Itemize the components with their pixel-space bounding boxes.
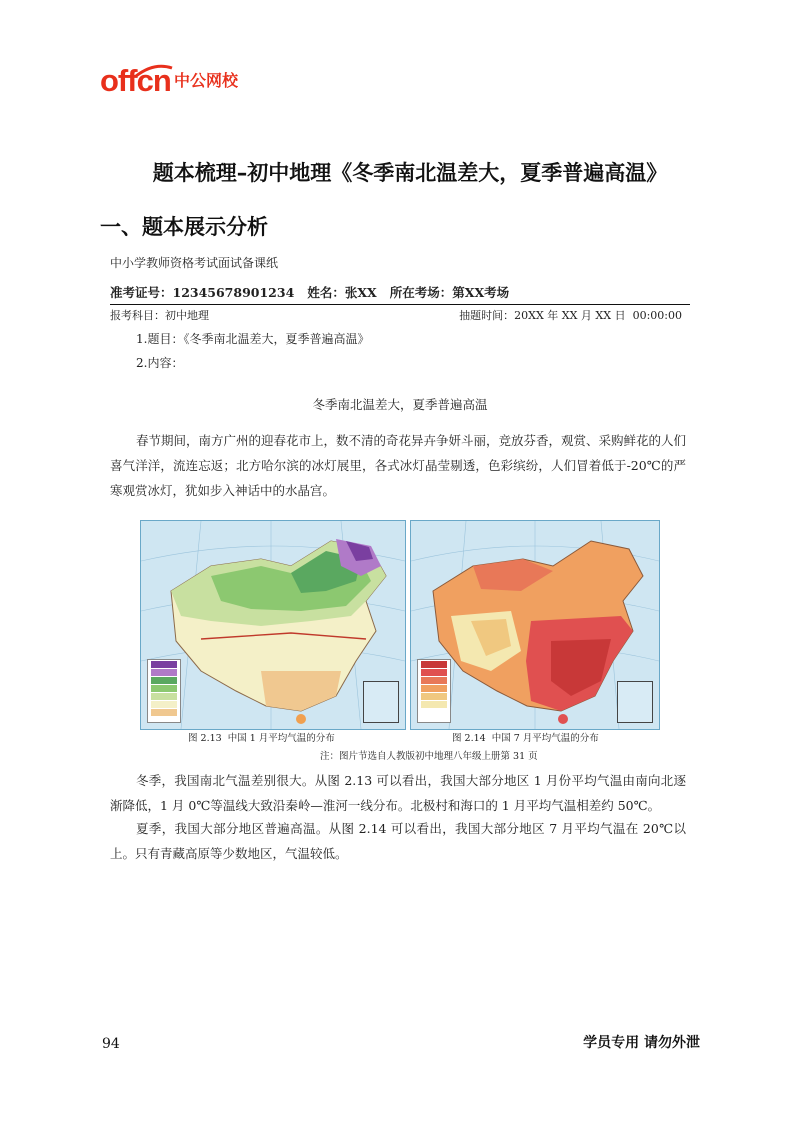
legend-swatch [421,701,447,708]
exam-header: 中小学教师资格考试面试备课纸 [110,256,279,270]
paragraph-intro: 春节期间，南方广州的迎春花市上，数不清的奇花异卉争妍斗丽，竞放芬香，观赏、采购鲜花的人们喜气洋洋，流连忘返；北方哈尔滨的冰灯展里，各式冰灯晶莹剔透，色彩缤纷，人们冒着低于-20℃的严寒观赏冰灯，犹如步入神话中的水晶宫。 [110,433,687,498]
paragraph-winter: 冬季，我国南北气温差别很大。从图 2.13 可以看出，我国大部分地区 1 月份平均气温由南向北逐渐降低，1 月 0℃等温线大致沿秦岭—淮河一线分布。北极村和海口的 1 月平均气温相差约 50℃。 [110,773,686,813]
legend-swatch [151,709,177,716]
legend-swatch [151,693,177,700]
legend-swatch [421,661,447,668]
footer-notice: 学员专用 请勿外泄 [583,1035,700,1051]
page-title: 题本梳理–初中地理《冬季南北温差大，夏季普遍高温》 [152,161,668,185]
legend-swatch [421,677,447,684]
july-temperature-map [410,520,660,730]
south-china-sea-inset [617,681,653,723]
july-legend [417,659,451,723]
item-topic: 1.题目：《冬季南北温差大，夏季普遍高温》 [136,332,370,346]
legend-swatch [151,669,177,676]
figure-caption-january: 图 2.13 中国 1 月平均气温的分布 [188,733,335,744]
text-title: 冬季南北温差大，夏季普遍高温 [312,397,488,412]
source-note: 注：图片节选自人教版初中地理八年级上册第 31 页 [320,751,538,762]
page-number: 94 [102,1036,120,1052]
offcn-logo [100,64,260,104]
january-temperature-map [140,520,406,730]
item-content-label: 2.内容： [136,356,184,370]
logo-wordmark: offcn [100,63,171,98]
figure-caption-july: 图 2.14 中国 7 月平均气温的分布 [452,733,599,744]
logo-chinese: 中公网校 [174,71,239,90]
january-legend [147,659,181,723]
legend-swatch [151,661,177,668]
legend-swatch [421,685,447,692]
paragraph-summer: 夏季，我国大部分地区普遍高温。从图 2.14 可以看出，我国大部分地区 7 月平均气温在 20℃以上。只有青藏高原等少数地区，气温较低。 [110,821,686,861]
exam-info-line: 准考证号：12345678901234 姓名：张XX 所在考场：第XX考场 [110,285,510,300]
legend-swatch [151,677,177,684]
legend-swatch [151,685,177,692]
exam-time: 抽题时间：20XX 年 XX 月 XX 日 00:00:00 [459,309,682,322]
header-rule [110,304,690,305]
exam-subject: 报考科目：初中地理 [110,309,209,322]
legend-swatch [151,701,177,708]
south-china-sea-inset [363,681,399,723]
section-heading: 一、题本展示分析 [100,215,268,239]
legend-swatch [421,669,447,676]
legend-swatch [421,693,447,700]
